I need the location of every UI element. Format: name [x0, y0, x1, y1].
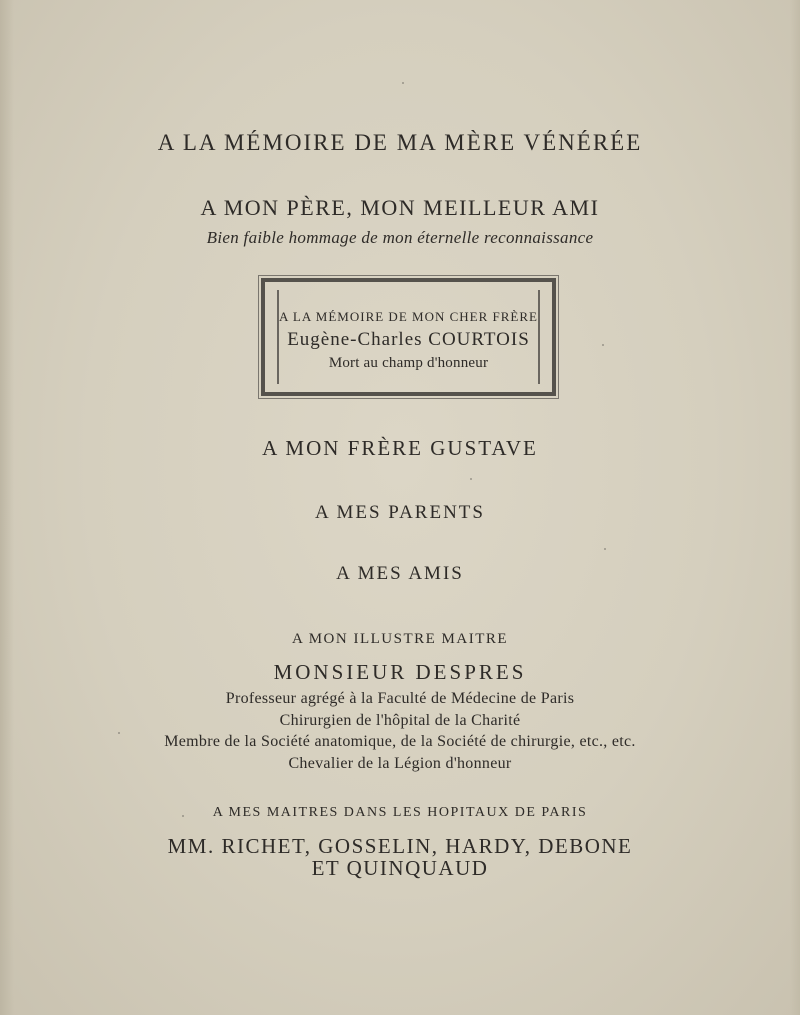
dedication-mother: A LA MÉMOIRE DE MA MÈRE VÉNÉRÉE: [157, 130, 643, 155]
hospital-masters-names: MM. RICHET, GOSSELIN, HARDY, DEBONE: [167, 834, 633, 858]
paper-speck: [604, 548, 606, 550]
paper-speck: [470, 478, 472, 480]
dedication-friends: A MES AMIS: [336, 563, 464, 584]
paper-speck: [118, 732, 120, 734]
memorial-intro: A LA MÉMOIRE DE MON CHER FRÈRE: [279, 309, 538, 324]
dedication-parents: A MES PARENTS: [315, 502, 485, 523]
dedication-father: A MON PÈRE, MON MEILLEUR AMI: [200, 195, 600, 220]
hospital-masters-names-cont: ET QUINQUAUD: [311, 856, 489, 880]
dedication-hospital-masters-intro: A MES MAITRES DANS LES HOPITAUX DE PARIS: [212, 805, 588, 820]
paper-speck: [602, 344, 604, 346]
dedication-master-intro: A MON ILLUSTRE MAITRE: [291, 631, 509, 647]
master-title-surgeon: Chirurgien de l'hôpital de la Charité: [279, 712, 521, 729]
dedication-master-name: MONSIEUR DESPRES: [273, 660, 527, 684]
master-title-professor: Professeur agrégé à la Faculté de Médecine de Paris: [225, 690, 575, 707]
master-title-chevalier: Chevalier de la Légion d'honneur: [288, 755, 512, 772]
master-title-member: Membre de la Société anatomique, de la Société de chirurgie, etc., etc.: [164, 733, 636, 750]
memorial-note: Mort au champ d'honneur: [328, 355, 489, 371]
dedication-father-tribute: Bien faible hommage de mon éternelle reconnaissance: [206, 228, 594, 247]
paper-speck: [402, 82, 404, 84]
dedication-brother-gustave: A MON FRÈRE GUSTAVE: [262, 436, 538, 460]
memorial-name: Eugène-Charles COURTOIS: [287, 329, 530, 350]
memorial-frame: [261, 278, 556, 396]
paper-speck: [182, 815, 184, 817]
